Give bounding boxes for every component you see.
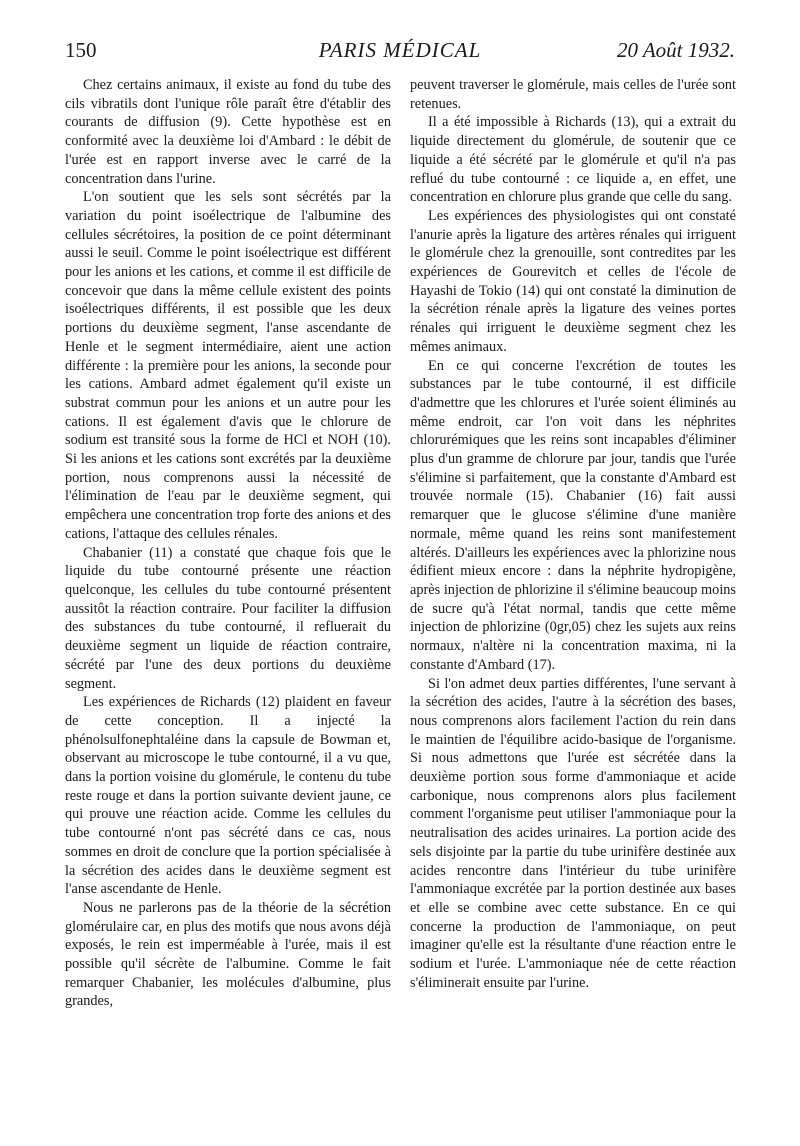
page-header xyxy=(65,38,735,68)
paragraph-continued: peuvent traverser le glomérule, mais celles de l'urée sont retenues. xyxy=(410,77,736,112)
paragraph: Chabanier (11) a constaté que chaque fois que le liquide du tube contourné présente une réaction quelconque, les cellules du tube contourné présentent aussitôt la réaction contraire. Pour faciliter la diffusion des substances du tube contourné, il refluerait du deuxième segment un liquide de réaction contraire, sécrété par l'une des deux portions du deuxième segment. xyxy=(65,544,391,692)
paragraph: Si l'on admet deux parties différentes, l'une servant à la sécrétion des acides, l'autre à la sécrétion des bases, nous comprenons alors facilement l'action du rein dans le maintien de l'équilibre acido-basique de l'organisme. Si nous admettons que l'urée est sécrétée dans la deuxième portion sous forme d'ammoniaque et acide carbonique, nous comprenons alors plus facilement comment l'organisme peut utiliser l'ammoniaque pour la neutralisation des acides urinaires. La portion acide des sels disjointe par la partie du tube urinifère destinée aux acides rencontre dans l'intérieur du tube urinifère l'ammoniaque excrétée par la portion destinée aux bases et elle se combine avec cette substance. En ce qui concerne la production de l'ammoniaque, on peut imaginer qu'elle est la résultante d'une réaction entre le sodium et l'urée. L'ammoniaque née de cette réaction s'éliminerait ensuite par l'urine. xyxy=(410,675,736,991)
page-number: 150 xyxy=(65,38,97,62)
paragraph: Chez certains animaux, il existe au fond du tube des cils vibratils dont l'unique rôle paraît être d'établir des courants de diffusion (9). Cette hypothèse est en conformité avec la deuxième loi d'Ambard : le débit de l'urée est en rapport inverse avec le carré de la concentration dans l'urine. xyxy=(65,77,391,187)
paragraph: Nous ne parlerons pas de la théorie de la sécrétion glomérulaire car, en plus des motifs que nous avons déjà exposés, le rein est imperméable à l'urée, mais il est possible qu'il sécrète de l'albumine. Comme le fait remarquer Chabanier, les molécules d'albumine, plus grandes, xyxy=(65,899,391,1010)
journal-title: PARIS MÉDICAL xyxy=(318,38,482,62)
paragraph: Les expériences de Richards (12) plaident en faveur de cette conception. Il a injecté la phénolsulfonephtaléine dans la capsule de Bowman et, observant au microscope le tube contourné, il a vu que, dans la portion voisine du glomérule, le contenu du tube reste rouge et dans la portion suivante devient jaune, ce qui prouve une réaction acide. Comme les cellules du tube contourné n'ont pas sécrété dans ce cas, nous sommes en droit de conclure que la portion spécialisée à la sécrétion des acides dans le deuxième segment est l'anse ascendante de Henle. xyxy=(65,694,391,898)
paragraph: Il a été impossible à Richards (13), qui a extrait du liquide directement du glomérule, de soutenir que ce liquide a été sécrété par le glomérule et qu'il n'a pas reflué du tube contourné : ce liquide a, en effet, une concentration en chlorure plus grande que celle du sang. xyxy=(410,114,736,206)
paragraph: En ce qui concerne l'excrétion de toutes les substances par le tube contourné, il est difficile d'admettre que les chlorures et l'urée soient éliminés au même endroit, car l'on voit dans les néphrites chlorurémiques que les reins sont incapables d'éliminer plus d'un gramme de chlorure par jour, tandis que l'urée s'élimine si parfaitement, que la constante d'Ambard est trouvée normale (15). Chabanier (16) fait aussi remarquer que le glucose s'élimine d'une manière normale, même quand les reins sont manifestement altérés. D'ailleurs les expériences avec la phlorizine nous édifient mieux encore : dans la néphrite hydropigène, après injection de phlorizine il s'élimine beaucoup moins de sucre qu'à l'état normal, tandis que cette même injection de phlorizine (0gr,05) chez les sujets aux reins normaux, n'altère ni la concentration maxima, ni la constante d'Ambard (17). xyxy=(410,357,736,673)
left-column xyxy=(65,76,391,1011)
paragraph: Les expériences des physiologistes qui ont constaté l'anurie après la ligature des artères rénales qui irriguent le glomérule chez la grenouille, sont contredites par les expériences de Gourevitch et celles de l'école de Hayashi de Tokio (14) qui ont constaté la diminution de la sécrétion rénale après la ligature des veines portes rénales qui irriguent le deuxième segment chez les mêmes animaux. xyxy=(410,207,736,355)
issue-date: 20 Août 1932. xyxy=(616,38,735,62)
paragraph: L'on soutient que les sels sont sécrétés par la variation du point isoélectrique de l'albumine des cellules sécrétoires, la position de ce point déterminant aussi le seuil. Comme le point isoélectrique est différent pour les anions et les cations, et comme il est difficile de concevoir que dans la même cellule existent des points isoélectriques différents, il est possible que les deux portions du deuxième segment, l'anse ascendante de Henle et le segment intermédiaire, aient une action différente : la première pour les anions, la seconde pour les cations. Ambard admet également qu'il existe un substrat commun pour les anions et un autre pour les cations. Il est également d'avis que le chlorure de sodium est transité sous la forme de HCl et NOH (10). Si les anions et les cations sont excrétés par la deuxième portion, nous comprenons aussi la nécessité de l'élimination de l'eau par le deuxième segment, qui empêchera une concentration trop forte des anions et des cations, l'attaque des cellules rénales. xyxy=(65,189,391,542)
right-column xyxy=(410,76,736,992)
